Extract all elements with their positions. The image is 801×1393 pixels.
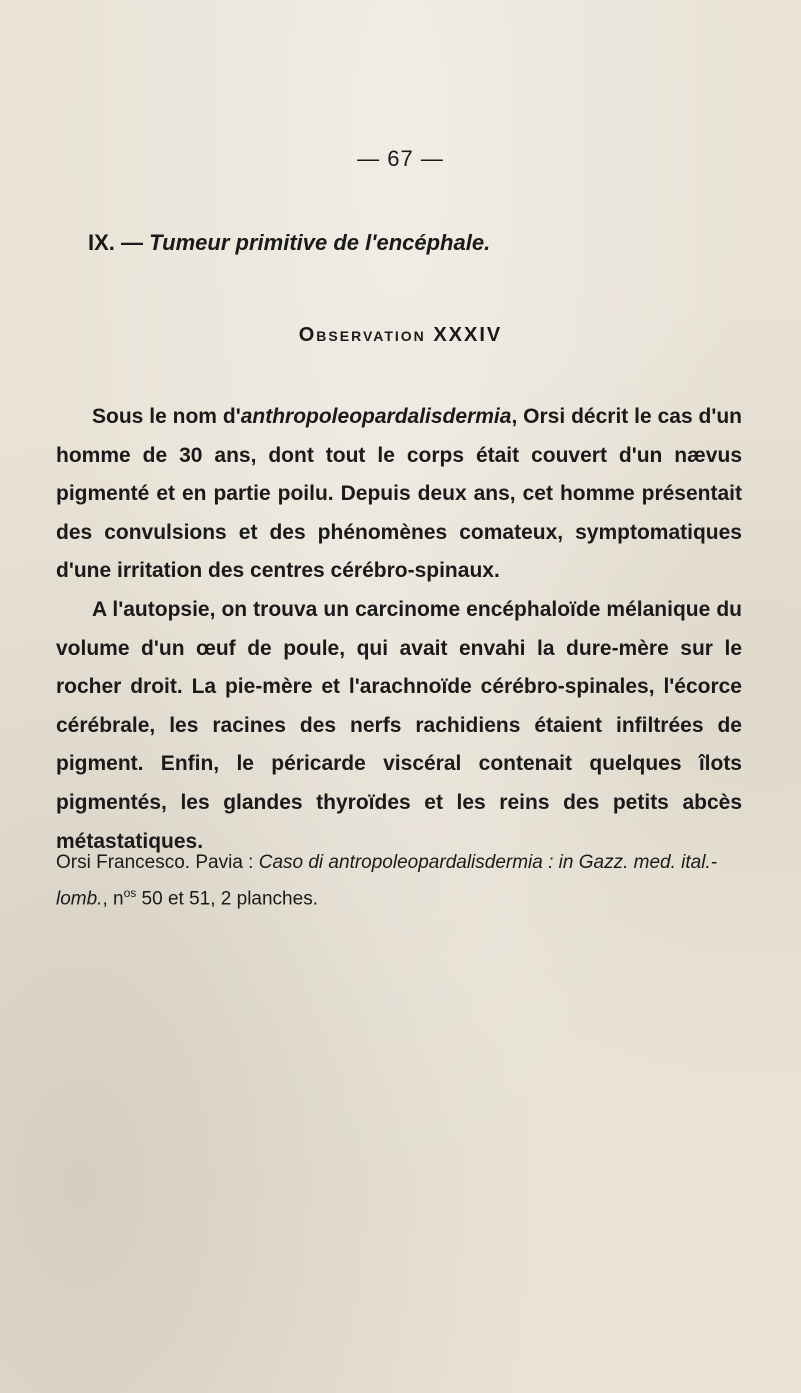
citation-nos-rest: 50 et 51, 2 planches. — [136, 888, 318, 910]
observation-heading: Observation XXXIV — [298, 324, 503, 346]
body-text — [56, 398, 742, 861]
paragraph-2: A l'autopsie, on trouva un carcinome encéphaloïde mélanique du volume d'un œuf de poule, qui avait envahi la dure-mère sur le rocher droit. La pie-mère et l'arachnoïde cérébro-spinales, l'écorce cérébrale, les racines des nerfs rachidiens étaient infiltrées de pigment. Enfin, le péricarde viscéral contenait quelques îlots pigmentés, les glandes thyroïdes et les reins des petits abcès métastatiques. — [56, 597, 742, 853]
paragraph-1-rest: , Orsi décrit le cas d'un homme de 30 ans, dont tout le corps était couvert d'un nævus pigmenté et en partie poilu. Depuis deux ans, cet homme présentait des convulsions et des phénomènes comateux, symptomatiques d'une irritation des centres cérébro-spinaux. — [56, 405, 742, 583]
citation-journal: Gazz. med. ital.-lomb. — [56, 852, 718, 910]
page-number: — 67 — — [357, 146, 444, 171]
paragraph-1-start: Sous le nom d' — [92, 405, 241, 428]
paragraph-1-term: anthropoleopardalisdermia — [240, 405, 512, 428]
citation-author: Orsi Francesco. Pavia : — [56, 852, 259, 873]
paragraph-1 — [56, 398, 742, 591]
citation-work: Caso di antropoleopardalisdermia — [258, 852, 543, 873]
citation-separator: : in — [542, 852, 579, 873]
citation-nos-sup: os — [123, 886, 137, 900]
citation-nos-prefix: , n — [102, 888, 124, 910]
chapter-heading — [88, 230, 728, 256]
citation — [56, 848, 742, 914]
chapter-number: IX. — — [88, 230, 144, 255]
chapter-title: Tumeur primitive de l'encéphale. — [149, 230, 491, 255]
